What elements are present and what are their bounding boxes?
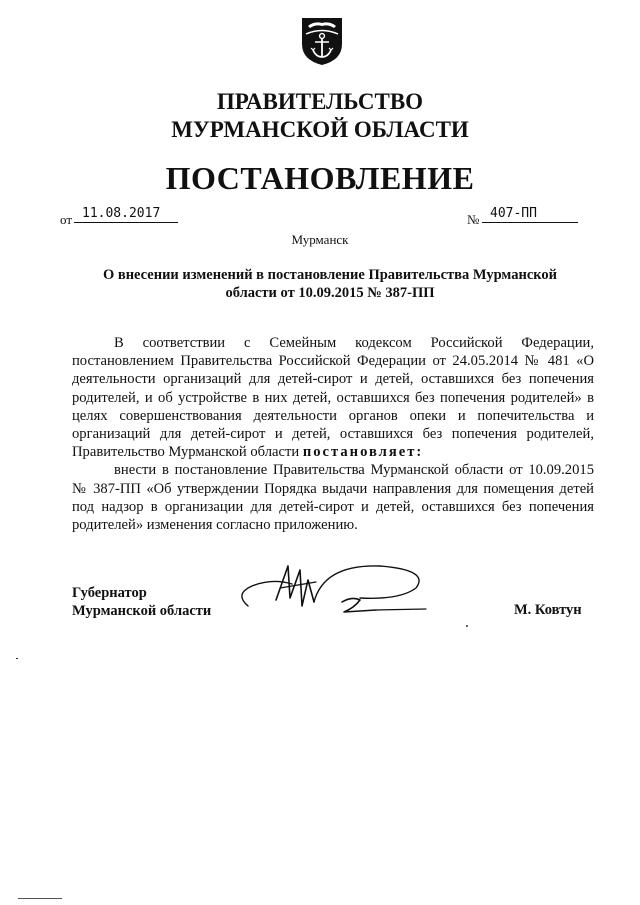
scan-speck	[16, 658, 18, 659]
date-prefix: от	[60, 212, 73, 227]
document-number: 407-ПП	[482, 206, 578, 223]
number-prefix: №	[467, 212, 480, 227]
body-paragraph-1	[72, 334, 594, 461]
handwritten-signature	[230, 558, 440, 628]
document-subject	[60, 266, 600, 302]
subject-line-2: области от 10.09.2015 № 387-ПП	[225, 285, 435, 301]
signatory-title	[72, 584, 211, 620]
coat-of-arms-icon	[300, 14, 344, 66]
document-date: 11.08.2017	[74, 206, 178, 223]
government-name: ПРАВИТЕЛЬСТВО	[216, 89, 424, 114]
signatory-name: М. Ковтун	[514, 602, 582, 618]
region-name: МУРМАНСКОЙ ОБЛАСТИ	[171, 117, 469, 142]
document-type: ПОСТАНОВЛЕНИЕ	[165, 160, 475, 196]
city: Мурманск	[291, 232, 349, 247]
resolves-word: постановляет:	[302, 444, 424, 461]
preamble-text: В соответствии с Семейным кодексом Российской Федерации, постановлением Правительства Российской Федерации от 24.05.2014 № 481 «О деятельности организаций для детей-сирот и детей, оставшихся без попечения родителей, и об устройстве в них детей, оставшихся без попечения родителей» в целях совершенствования деятельности органов опеки и попечительства и организаций для детей-сирот и детей, оставшихся без попечения родителей, Правительство Мурманской области	[72, 335, 594, 461]
scan-speck	[466, 625, 468, 627]
subject-line-1: О внесении изменений в постановление Правительства Мурманской	[102, 267, 558, 283]
body-paragraph-2: внести в постановление Правительства Мурманской области от 10.09.2015 № 387-ПП «Об утверждении Порядка выдачи направления для помещения детей под надзор в организации для детей-сирот и детей, оставшихся без попечения родителей» изменения согласно приложению.	[72, 462, 594, 534]
footer-rule	[18, 898, 62, 899]
signatory-title-line-2: Мурманской области	[72, 603, 212, 619]
document-body	[72, 334, 594, 534]
signatory-title-line-1: Губернатор	[72, 585, 147, 601]
